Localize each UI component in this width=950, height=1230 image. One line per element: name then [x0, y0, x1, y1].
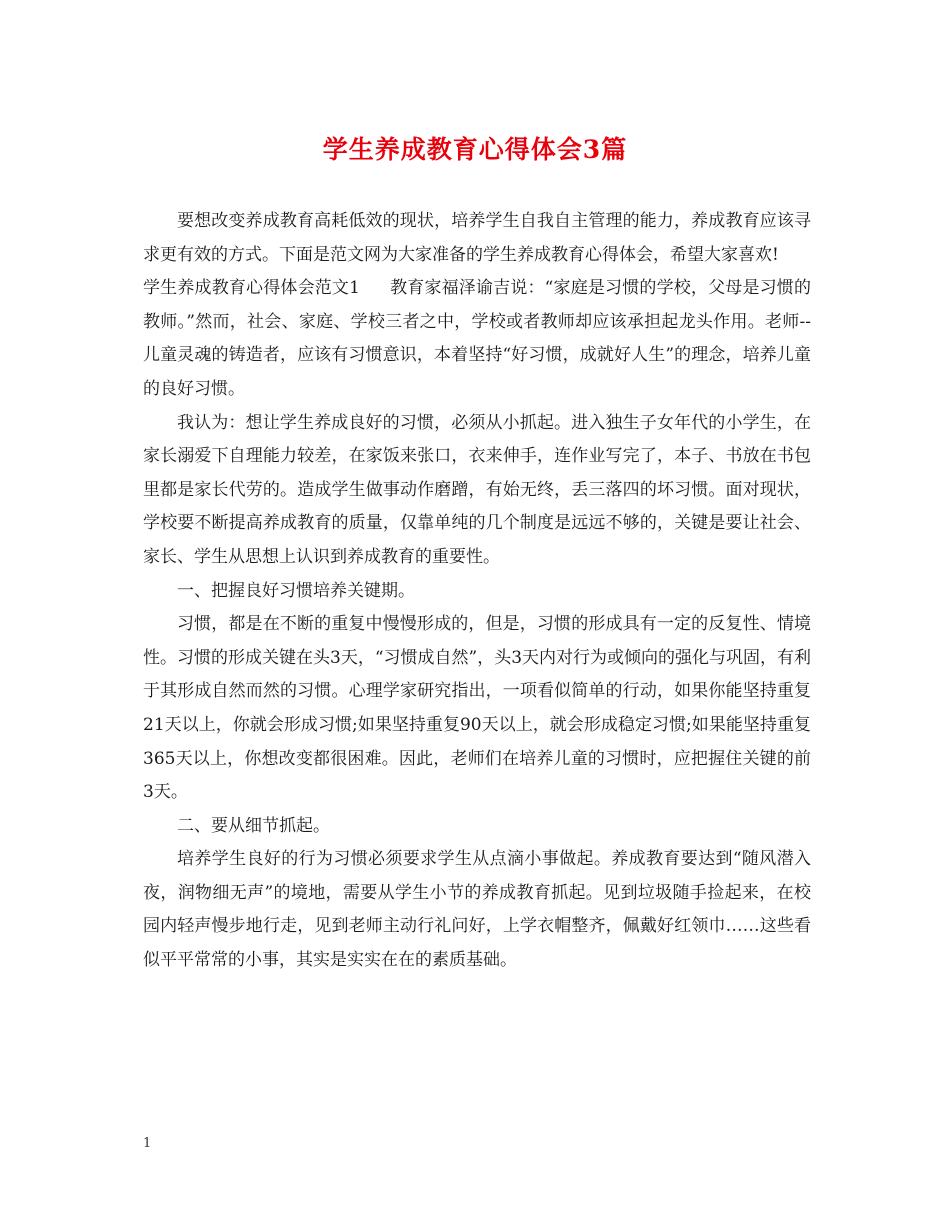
- page-number: 1: [143, 1136, 152, 1151]
- body-paragraph: 习惯，都是在不断的重复中慢慢形成的，但是，习惯的形成具有一定的反复性、情境性。习惯的形成关键在头3天，“习惯成自然”，头3天内对行为或倾向的强化与巩固，有利于其形成自然而然的习惯。心理学家研究指出，一项看似简单的行动，如果你能坚持重复21天以上，你就会形成习惯;如果坚持重复90天以上，就会形成稳定习惯;如果能坚持重复365天以上，你想改变都很困难。因此，老师们在培养儿童的习惯时，应把握住关键的前3天。: [143, 614, 812, 803]
- body-paragraph: 培养学生良好的行为习惯必须要求学生从点滴小事做起。养成教育要达到“随风潜入夜，润物细无声”的境地，需要从学生小节的养成教育抓起。见到垃圾随手捡起来，在校园内轻声慢步地行走，见到老师主动行礼问好，上学衣帽整齐，佩戴好红领巾……这些看似平平常常的小事，其实是实实在在的素质基础。: [143, 849, 811, 971]
- sample-paragraph: [143, 272, 811, 406]
- section-heading: 二、要从细节抓起。: [177, 815, 330, 836]
- document-body: [143, 205, 811, 978]
- sample-text: 教育家福泽谕吉说：“家庭是习惯的学校，父母是习惯的教师。”然而，社会、家庭、学校三者之中，学校或者教师却应该承担起龙头作用。老师--儿童灵魂的铸造者，应该有习惯意识，本着坚持“好习惯，成就好人生”的理念，培养儿童的良好习惯。: [143, 278, 811, 399]
- body-paragraph: 我认为：想让学生养成良好的习惯，必须从小抓起。进入独生子女年代的小学生，在家长溺爱下自理能力较差，在家饭来张口，衣来伸手，连作业写完了，本子、书放在书包里都是家长代劳的。造成学生做事动作磨蹭，有始无终，丢三落四的坏习惯。面对现状，学校要不断提高养成教育的质量，仅靠单纯的几个制度是远远不够的，关键是要让社会、家长、学生从思想上认识到养成教育的重要性。: [143, 412, 811, 567]
- intro-paragraph: 要想改变养成教育高耗低效的现状，培养学生自我自主管理的能力，养成教育应该寻求更有效的方式。下面是范文网为大家准备的学生养成教育心得体会，希望大家喜欢!: [143, 211, 811, 265]
- document-title: 学生养成教育心得体会3篇: [322, 135, 628, 164]
- section-heading: 一、把握良好习惯培养关键期。: [177, 580, 415, 601]
- sample-heading: 学生养成教育心得体会范文1: [143, 278, 360, 299]
